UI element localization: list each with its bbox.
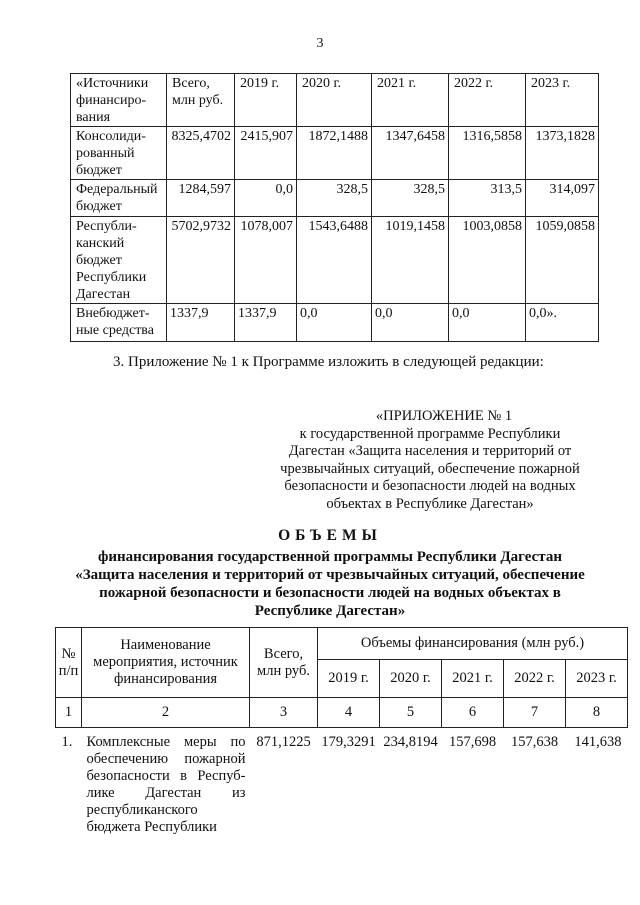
cell-2021: 0,0 bbox=[372, 304, 449, 342]
table-header-row bbox=[71, 74, 599, 127]
row-label: Федеральный бюджет bbox=[71, 180, 167, 217]
table-row bbox=[56, 728, 628, 838]
amendment-clause: 3. Приложение № 1 к Программе изложить в следующей редакции: bbox=[113, 354, 544, 370]
title-line: «Защита населения и территорий от чрезвычайных ситуаций, обеспечение bbox=[75, 567, 585, 583]
cell-2021: 1019,1458 bbox=[372, 217, 449, 304]
document-title bbox=[40, 527, 620, 620]
header-sources: «Источники финансирования bbox=[71, 74, 167, 127]
column-number: 7 bbox=[504, 698, 566, 728]
title-line: Республике Дагестан» bbox=[254, 603, 406, 619]
appendix-line: чрезвычайных ситуаций, обеспечение пожарной bbox=[280, 460, 580, 477]
appendix-line: безопасности и безопасности людей на водных bbox=[284, 478, 576, 494]
table-row bbox=[71, 304, 599, 342]
header-year: 2023 г. bbox=[566, 660, 628, 698]
row-description: Комплексные меры по обеспечению пожарной безопасности в Республике Дагестан из республиканского бюджета Республики bbox=[86, 734, 246, 835]
header-2019: 2019 г. bbox=[235, 74, 297, 127]
cell-total: 871,1225 bbox=[256, 734, 311, 750]
funding-sources-table bbox=[70, 73, 599, 342]
title-heading: ОБЪЕМЫ bbox=[278, 527, 382, 544]
financing-volumes-table bbox=[55, 627, 628, 838]
cell-2023: 314,097 bbox=[526, 180, 599, 217]
column-number: 2 bbox=[82, 698, 250, 728]
cell-total: 5702,9732 bbox=[167, 217, 235, 304]
cell-2022: 1316,5858 bbox=[449, 127, 526, 180]
header-year: 2021 г. bbox=[442, 660, 504, 698]
cell-2022: 0,0 bbox=[449, 304, 526, 342]
table-row bbox=[71, 127, 599, 180]
header-total: Всего, млн руб. bbox=[167, 74, 235, 127]
header-2020: 2020 г. bbox=[297, 74, 372, 127]
cell-2019: 179,3291 bbox=[321, 734, 376, 750]
cell-2020: 1543,6488 bbox=[297, 217, 372, 304]
column-number: 6 bbox=[442, 698, 504, 728]
cell-2022: 157,638 bbox=[510, 734, 559, 750]
column-numbering-row bbox=[56, 698, 628, 728]
header-year: 2019 г. bbox=[318, 660, 380, 698]
column-number: 5 bbox=[380, 698, 442, 728]
cell-2019: 1078,007 bbox=[235, 217, 297, 304]
cell-2021: 157,698 bbox=[448, 734, 497, 750]
row-label: Внебюджетные средства bbox=[71, 304, 167, 342]
header-2021: 2021 г. bbox=[372, 74, 449, 127]
appendix-title: «ПРИЛОЖЕНИЕ № 1 bbox=[375, 408, 513, 424]
cell-2020: 234,8194 bbox=[383, 734, 438, 750]
cell-2022: 1003,0858 bbox=[449, 217, 526, 304]
cell-total: 8325,4702 bbox=[167, 127, 235, 180]
appendix-line: к государственной программе Республики bbox=[299, 425, 561, 442]
cell-2019: 0,0 bbox=[235, 180, 297, 217]
table-row bbox=[71, 180, 599, 217]
header-number: № п/п bbox=[56, 628, 82, 698]
appendix-line: объектах в Республике Дагестан» bbox=[326, 495, 534, 512]
cell-2020: 0,0 bbox=[297, 304, 372, 342]
header-year: 2020 г. bbox=[380, 660, 442, 698]
column-number: 1 bbox=[56, 698, 82, 728]
cell-2023: 0,0». bbox=[526, 304, 599, 342]
column-number: 4 bbox=[318, 698, 380, 728]
title-line: финансирования государственной программы Республики Дагестан bbox=[98, 549, 562, 565]
cell-total: 1284,597 bbox=[167, 180, 235, 217]
column-number: 3 bbox=[250, 698, 318, 728]
cell-2023: 1059,0858 bbox=[526, 217, 599, 304]
header-year: 2022 г. bbox=[504, 660, 566, 698]
cell-2019: 2415,907 bbox=[235, 127, 297, 180]
appendix-reference bbox=[260, 408, 600, 513]
cell-2019: 1337,9 bbox=[235, 304, 297, 342]
appendix-line: Дагестан «Защита населения и территорий от bbox=[288, 443, 572, 459]
header-total: Всего, млн руб. bbox=[250, 628, 318, 698]
header-group: Объемы финансирования (млн руб.) bbox=[318, 628, 628, 660]
cell-2023: 1373,1828 bbox=[526, 127, 599, 180]
table-header-row bbox=[56, 628, 628, 660]
header-name: Наименование мероприятия, источник финансирования bbox=[82, 628, 250, 698]
table-row bbox=[71, 217, 599, 304]
cell-2021: 328,5 bbox=[372, 180, 449, 217]
cell-2021: 1347,6458 bbox=[372, 127, 449, 180]
cell-2020: 328,5 bbox=[297, 180, 372, 217]
header-2022: 2022 г. bbox=[449, 74, 526, 127]
row-label: Республиканский бюджет Республики Дагестан bbox=[71, 217, 167, 304]
title-line: пожарной безопасности и безопасности людей на водных объектах в bbox=[99, 585, 561, 601]
column-number: 8 bbox=[566, 698, 628, 728]
row-label: Консолидированный бюджет bbox=[71, 127, 167, 180]
page-number: 3 bbox=[316, 36, 324, 51]
cell-2023: 141,638 bbox=[574, 734, 622, 750]
row-index: 1. bbox=[61, 734, 73, 750]
cell-total: 1337,9 bbox=[167, 304, 235, 342]
cell-2022: 313,5 bbox=[449, 180, 526, 217]
cell-2020: 1872,1488 bbox=[297, 127, 372, 180]
header-2023: 2023 г. bbox=[526, 74, 599, 127]
